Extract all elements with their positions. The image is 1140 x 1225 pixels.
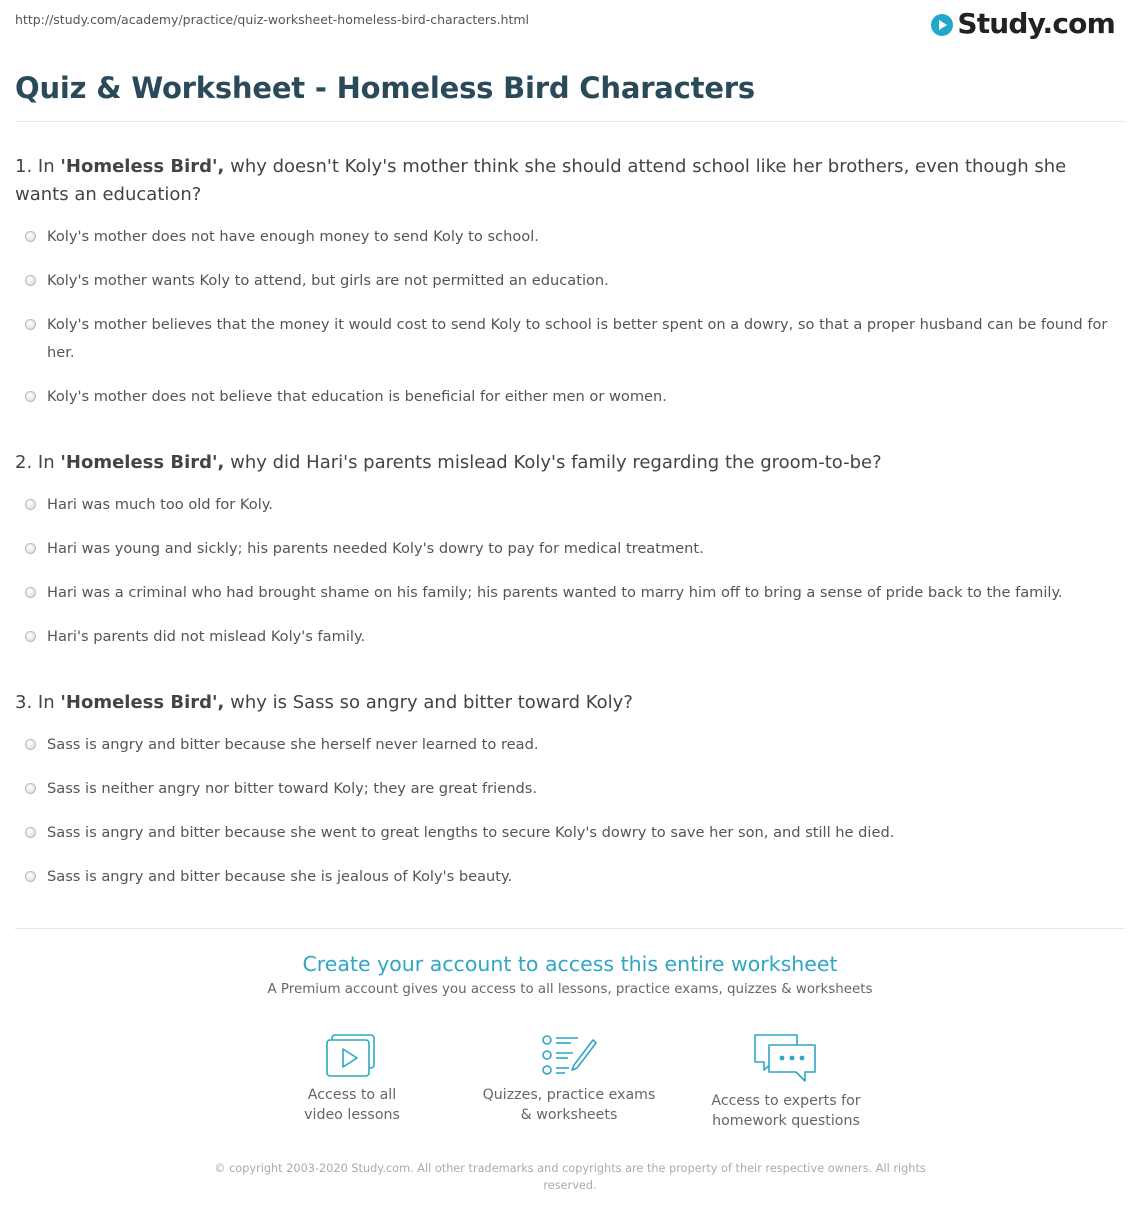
copyright-footer: © copyright 2003-2020 Study.com. All other trademarks and copyrights are the property of their respective owners. All rights reserved. xyxy=(214,1162,926,1192)
answer-option[interactable]: Koly's mother does not believe that education is beneficial for either men or women. xyxy=(15,383,1120,411)
feature-video-lessons xyxy=(257,1032,447,1125)
answer-option[interactable]: Sass is angry and bitter because she went to great lengths to secure Koly's dowry to save her son, and still he died. xyxy=(15,819,1120,847)
feature-experts xyxy=(691,1032,881,1131)
video-lessons-icon xyxy=(326,1032,378,1078)
study-logo[interactable] xyxy=(931,7,1115,40)
radio-button[interactable] xyxy=(25,543,36,554)
page-url: http://study.com/academy/practice/quiz-worksheet-homeless-bird-characters.html xyxy=(15,12,530,27)
radio-button[interactable] xyxy=(25,275,36,286)
cta-title-link[interactable]: Create your account to access this entire worksheet xyxy=(302,952,838,976)
question-1 xyxy=(15,153,1120,427)
answer-option[interactable]: Koly's mother wants Koly to attend, but girls are not permitted an education. xyxy=(15,267,1120,295)
chat-bubbles-icon xyxy=(753,1032,819,1084)
answer-option[interactable]: Hari's parents did not mislead Koly's family. xyxy=(15,623,1120,651)
answer-list xyxy=(15,491,1120,651)
question-3 xyxy=(15,689,1120,907)
question-text: 3. In 'Homeless Bird', why is Sass so angry and bitter toward Koly? xyxy=(15,692,633,713)
top-bar xyxy=(15,0,1125,48)
answer-list xyxy=(15,731,1120,891)
radio-button[interactable] xyxy=(25,231,36,242)
radio-button[interactable] xyxy=(25,391,36,402)
play-logo-icon xyxy=(931,14,953,36)
answer-option[interactable]: Koly's mother does not have enough money to send Koly to school. xyxy=(15,223,1120,251)
radio-button[interactable] xyxy=(25,783,36,794)
feature-label: Access to all video lessons xyxy=(304,1087,400,1123)
cta-subtitle: A Premium account gives you access to all lessons, practice exams, quizzes & worksheets xyxy=(267,982,873,997)
radio-button[interactable] xyxy=(25,871,36,882)
signup-cta xyxy=(0,952,1140,997)
answer-option[interactable]: Hari was much too old for Koly. xyxy=(15,491,1120,519)
radio-button[interactable] xyxy=(25,631,36,642)
answer-option[interactable]: Hari was young and sickly; his parents needed Koly's dowry to pay for medical treatment. xyxy=(15,535,1120,563)
radio-button[interactable] xyxy=(25,827,36,838)
radio-button[interactable] xyxy=(25,319,36,330)
page-title: Quiz & Worksheet - Homeless Bird Characters xyxy=(15,71,755,105)
title-divider xyxy=(15,121,1125,122)
question-text: 1. In 'Homeless Bird', why doesn't Koly's mother think she should attend school like her brothers, even though she wants an education? xyxy=(15,156,1067,205)
answer-option[interactable]: Sass is angry and bitter because she herself never learned to read. xyxy=(15,731,1120,759)
radio-button[interactable] xyxy=(25,499,36,510)
answer-list xyxy=(15,223,1120,411)
answer-option[interactable]: Sass is angry and bitter because she is jealous of Koly's beauty. xyxy=(15,863,1120,891)
question-2 xyxy=(15,449,1120,667)
feature-label: Access to experts for homework questions xyxy=(711,1093,861,1129)
question-text: 2. In 'Homeless Bird', why did Hari's parents mislead Koly's family regarding the groom-to-be? xyxy=(15,452,882,473)
cta-divider xyxy=(15,928,1125,929)
logo-text: Study.com xyxy=(957,7,1115,40)
feature-label: Quizzes, practice exams & worksheets xyxy=(482,1087,656,1123)
quiz-checklist-icon xyxy=(541,1032,597,1078)
radio-button[interactable] xyxy=(25,739,36,750)
feature-quizzes xyxy=(474,1032,664,1125)
radio-button[interactable] xyxy=(25,587,36,598)
answer-option[interactable]: Koly's mother believes that the money it would cost to send Koly to school is better spent on a dowry, so that a proper husband can be found for her. xyxy=(15,311,1120,367)
answer-option[interactable]: Hari was a criminal who had brought shame on his family; his parents wanted to marry him off to bring a sense of pride back to the family. xyxy=(15,579,1120,607)
answer-option[interactable]: Sass is neither angry nor bitter toward Koly; they are great friends. xyxy=(15,775,1120,803)
